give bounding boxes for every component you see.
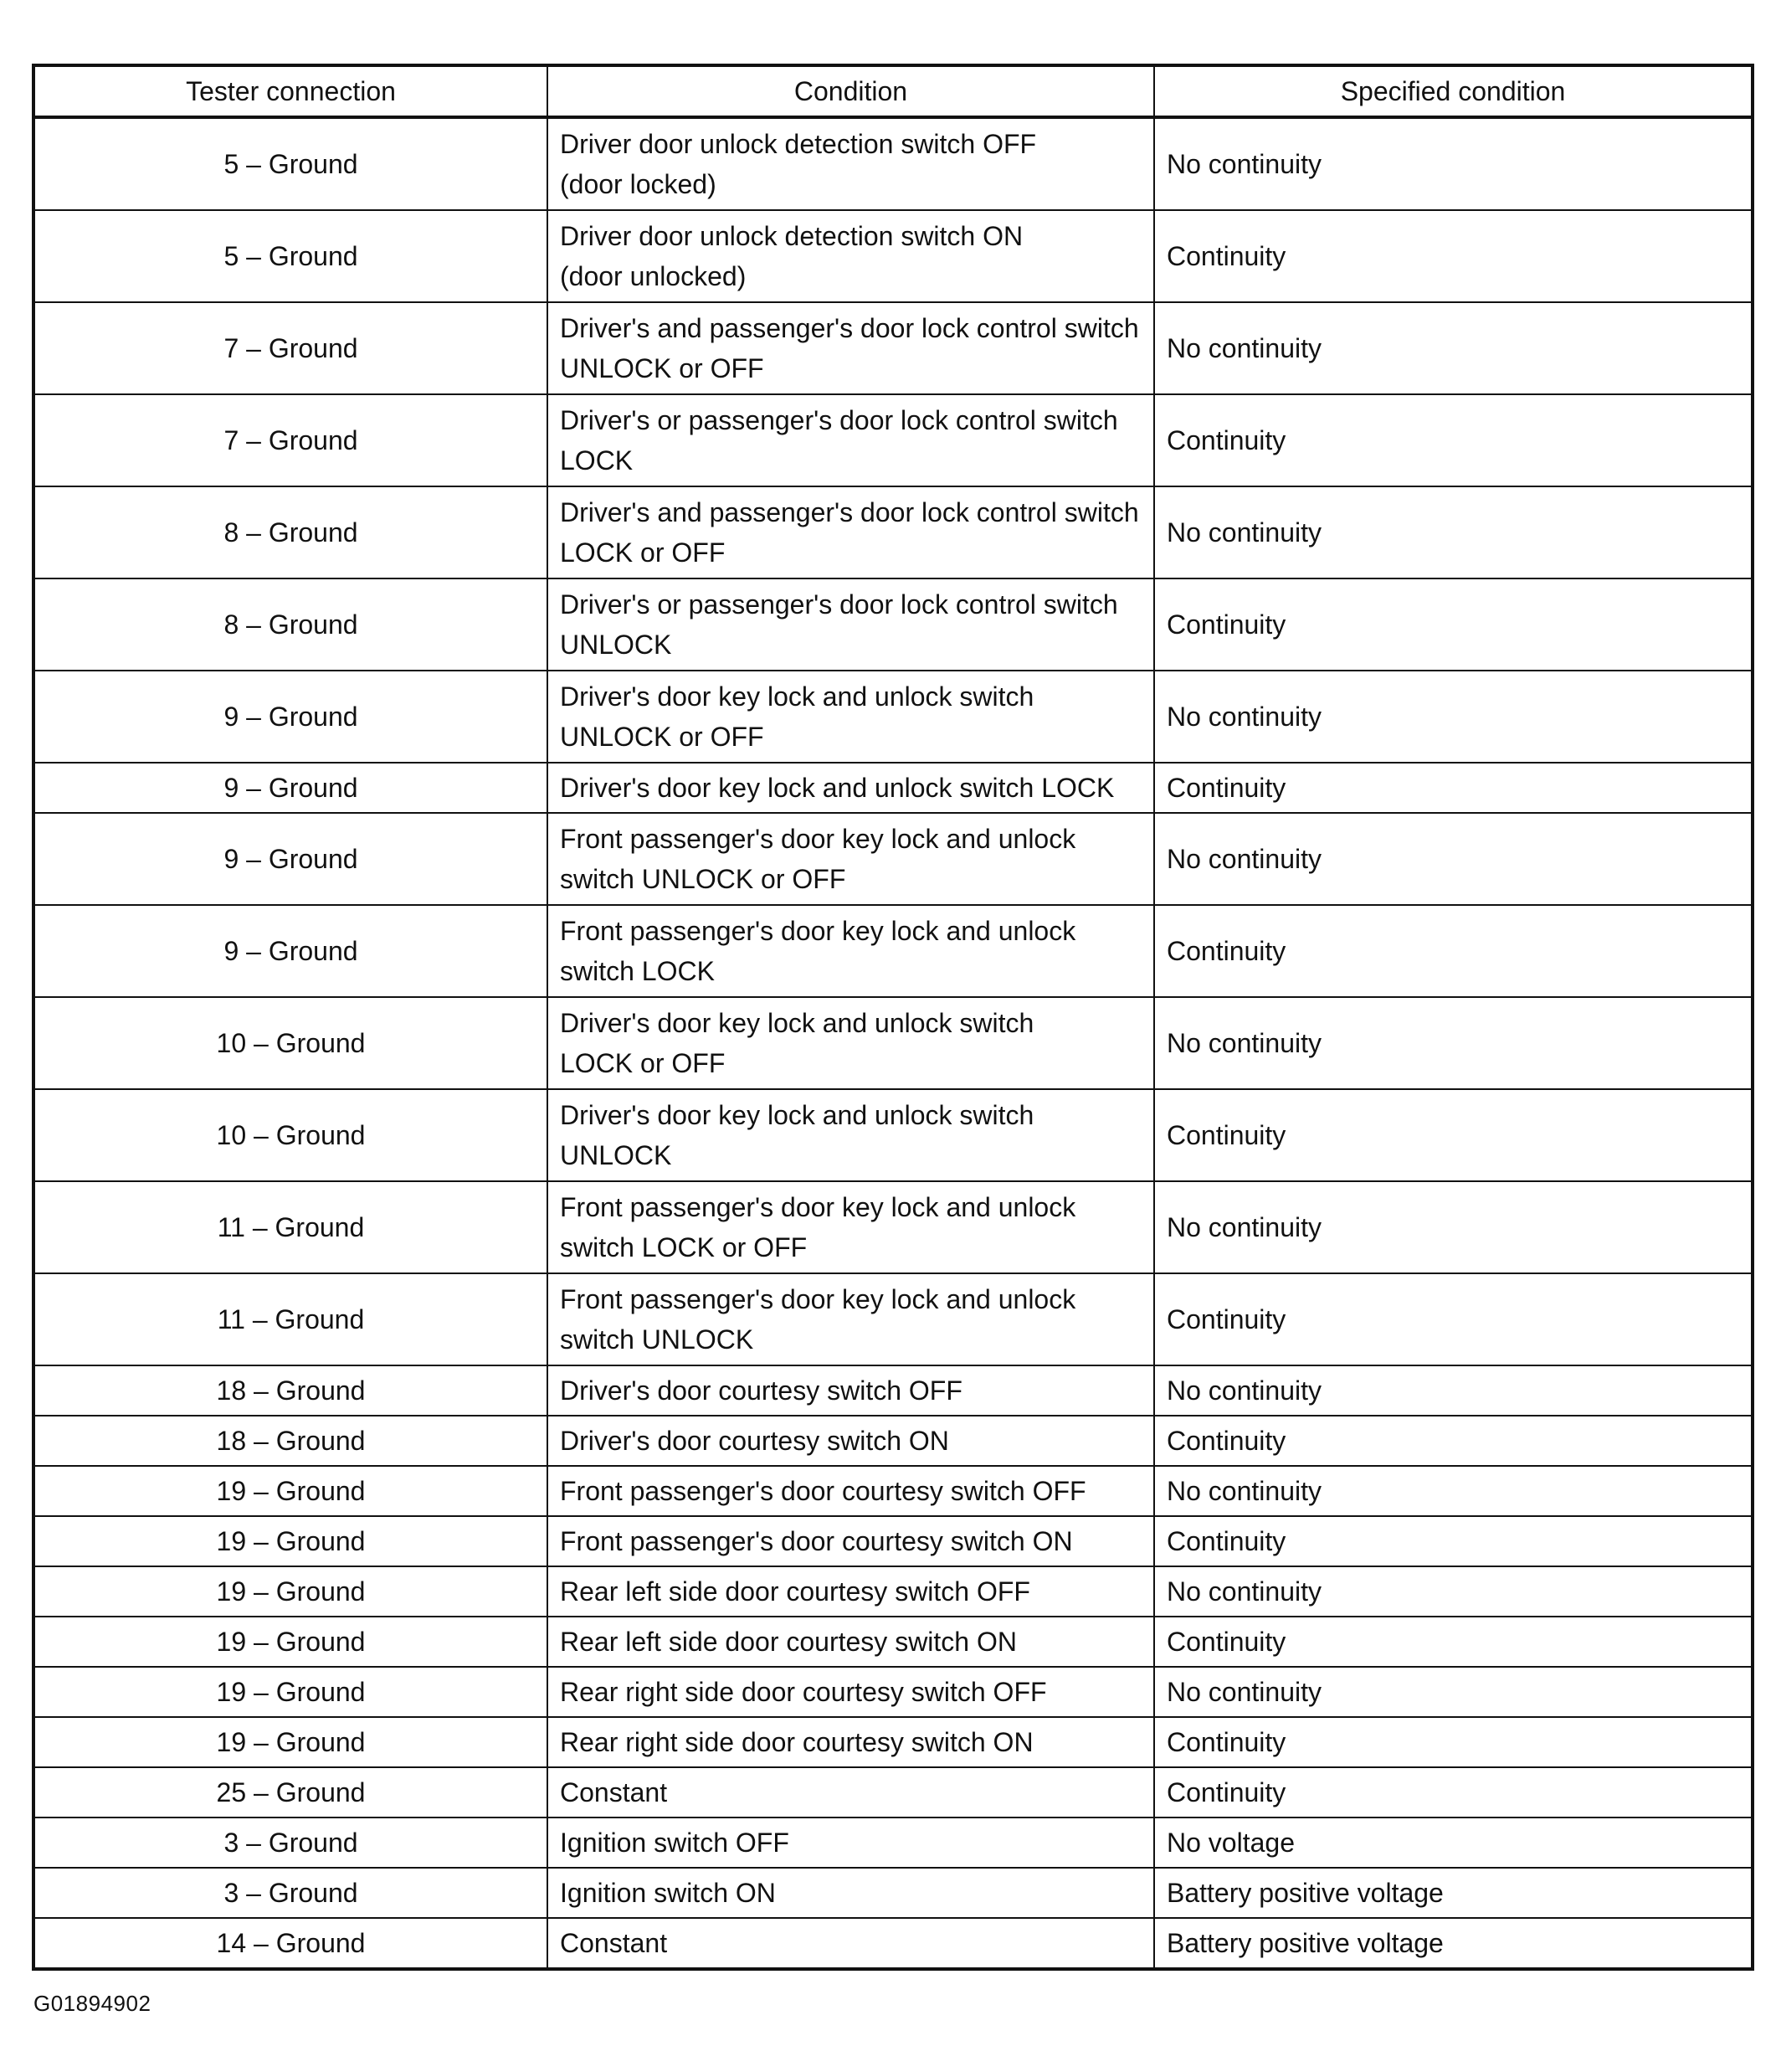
condition-cell: [547, 1717, 1154, 1767]
condition-line: Driver's or passenger's door lock control switch: [560, 589, 1118, 620]
table-header-row: [33, 65, 1753, 117]
tester-connection-cell: 7 – Ground: [33, 302, 547, 394]
tester-connection-cell: 9 – Ground: [33, 671, 547, 763]
specification-table: [32, 64, 1754, 1971]
specified-condition-cell: Continuity: [1154, 1416, 1753, 1466]
tester-connection-cell: 25 – Ground: [33, 1767, 547, 1817]
condition-line: Ignition switch ON: [560, 1878, 776, 1908]
condition-cell: [547, 302, 1154, 394]
table-row: [33, 117, 1753, 210]
table-row: [33, 302, 1753, 394]
tester-connection-cell: 19 – Ground: [33, 1717, 547, 1767]
condition-cell: [547, 997, 1154, 1089]
specified-condition-cell: No continuity: [1154, 486, 1753, 578]
condition-line: Constant: [560, 1777, 668, 1807]
table-header: [33, 65, 1753, 117]
condition-cell: [547, 1365, 1154, 1416]
header-condition: Condition: [547, 65, 1154, 117]
condition-cell: [547, 486, 1154, 578]
condition-line: Driver door unlock detection switch OFF: [560, 129, 1037, 159]
tester-connection-cell: 19 – Ground: [33, 1516, 547, 1566]
tester-connection-cell: 11 – Ground: [33, 1273, 547, 1365]
tester-connection-cell: 9 – Ground: [33, 763, 547, 813]
tester-connection-cell: 10 – Ground: [33, 1089, 547, 1181]
condition-line: Driver's or passenger's door lock control switch: [560, 405, 1118, 435]
table-row: [33, 1516, 1753, 1566]
table-row: [33, 671, 1753, 763]
specified-condition-cell: Battery positive voltage: [1154, 1918, 1753, 1969]
tester-connection-cell: 3 – Ground: [33, 1817, 547, 1868]
condition-line: Rear right side door courtesy switch ON: [560, 1727, 1034, 1757]
table-row: [33, 1365, 1753, 1416]
condition-line: Driver's door key lock and unlock switch: [560, 1100, 1034, 1130]
condition-line: Front passenger's door key lock and unlock: [560, 916, 1076, 946]
condition-line: Front passenger's door courtesy switch OFF: [560, 1476, 1086, 1506]
table-row: [33, 1667, 1753, 1717]
condition-cell: [547, 1089, 1154, 1181]
condition-cell: [547, 905, 1154, 997]
tester-connection-cell: 19 – Ground: [33, 1466, 547, 1516]
tester-connection-cell: 19 – Ground: [33, 1617, 547, 1667]
specified-condition-cell: Continuity: [1154, 1717, 1753, 1767]
tester-connection-cell: 7 – Ground: [33, 394, 547, 486]
tester-connection-cell: 19 – Ground: [33, 1566, 547, 1617]
condition-line: Driver door unlock detection switch ON: [560, 221, 1024, 251]
specified-condition-cell: Continuity: [1154, 1273, 1753, 1365]
condition-cell: [547, 1181, 1154, 1273]
table-row: [33, 1717, 1753, 1767]
tester-connection-cell: 5 – Ground: [33, 117, 547, 210]
condition-line: switch UNLOCK: [560, 1324, 754, 1355]
specified-condition-cell: Continuity: [1154, 763, 1753, 813]
condition-line: Front passenger's door courtesy switch ON: [560, 1526, 1073, 1556]
condition-line: Driver's door key lock and unlock switch LOCK: [560, 773, 1115, 803]
table-row: [33, 905, 1753, 997]
table-row: [33, 1089, 1753, 1181]
specified-condition-cell: Continuity: [1154, 394, 1753, 486]
condition-cell: [547, 1918, 1154, 1969]
table-row: [33, 1466, 1753, 1516]
condition-line: Rear left side door courtesy switch ON: [560, 1627, 1017, 1657]
table-row: [33, 997, 1753, 1089]
specified-condition-cell: No continuity: [1154, 1365, 1753, 1416]
table-row: [33, 1868, 1753, 1918]
condition-cell: [547, 394, 1154, 486]
tester-connection-cell: 8 – Ground: [33, 486, 547, 578]
table-row: [33, 1416, 1753, 1466]
condition-line: switch LOCK: [560, 956, 715, 986]
header-tester-connection: Tester connection: [33, 65, 547, 117]
tester-connection-cell: 14 – Ground: [33, 1918, 547, 1969]
table-row: [33, 1918, 1753, 1969]
condition-line: Driver's door key lock and unlock switch: [560, 681, 1034, 712]
specified-condition-cell: No continuity: [1154, 1566, 1753, 1617]
condition-line: Driver's and passenger's door lock control switch: [560, 313, 1139, 343]
condition-line: LOCK: [560, 445, 634, 476]
specified-condition-cell: Continuity: [1154, 1617, 1753, 1667]
condition-line: (door unlocked): [560, 261, 747, 291]
specified-condition-cell: Continuity: [1154, 905, 1753, 997]
tester-connection-cell: 18 – Ground: [33, 1416, 547, 1466]
condition-cell: [547, 210, 1154, 302]
condition-line: UNLOCK: [560, 1140, 672, 1170]
specified-condition-cell: Battery positive voltage: [1154, 1868, 1753, 1918]
figure-id: G01894902: [33, 1991, 151, 2016]
table-row: [33, 1566, 1753, 1617]
table-row: [33, 763, 1753, 813]
condition-line: LOCK or OFF: [560, 537, 726, 568]
table-row: [33, 813, 1753, 905]
condition-line: LOCK or OFF: [560, 1048, 726, 1078]
specified-condition-cell: No continuity: [1154, 1667, 1753, 1717]
header-specified-condition: Specified condition: [1154, 65, 1753, 117]
condition-cell: [547, 1767, 1154, 1817]
condition-line: Driver's door courtesy switch ON: [560, 1426, 949, 1456]
condition-cell: [547, 1868, 1154, 1918]
table-row: [33, 394, 1753, 486]
table-row: [33, 1617, 1753, 1667]
table-row: [33, 1181, 1753, 1273]
condition-cell: [547, 1566, 1154, 1617]
tester-connection-cell: 19 – Ground: [33, 1667, 547, 1717]
condition-line: Front passenger's door key lock and unlock: [560, 1284, 1076, 1314]
tester-connection-cell: 9 – Ground: [33, 905, 547, 997]
tester-connection-cell: 11 – Ground: [33, 1181, 547, 1273]
condition-line: Ignition switch OFF: [560, 1828, 789, 1858]
condition-line: Front passenger's door key lock and unlock: [560, 1192, 1076, 1222]
table-row: [33, 1273, 1753, 1365]
condition-cell: [547, 1617, 1154, 1667]
condition-cell: [547, 1273, 1154, 1365]
condition-line: Driver's and passenger's door lock control switch: [560, 497, 1139, 527]
condition-line: Constant: [560, 1928, 668, 1958]
condition-cell: [547, 1466, 1154, 1516]
condition-cell: [547, 671, 1154, 763]
tester-connection-cell: 3 – Ground: [33, 1868, 547, 1918]
table-row: [33, 486, 1753, 578]
tester-connection-cell: 18 – Ground: [33, 1365, 547, 1416]
condition-line: Driver's door courtesy switch OFF: [560, 1375, 962, 1406]
condition-line: (door locked): [560, 169, 716, 199]
specified-condition-cell: No voltage: [1154, 1817, 1753, 1868]
table-row: [33, 1767, 1753, 1817]
condition-line: Front passenger's door key lock and unlock: [560, 824, 1076, 854]
table-row: [33, 210, 1753, 302]
condition-cell: [547, 1416, 1154, 1466]
tester-connection-cell: 8 – Ground: [33, 578, 547, 671]
tester-connection-cell: 10 – Ground: [33, 997, 547, 1089]
table-body: [33, 117, 1753, 1969]
condition-line: Driver's door key lock and unlock switch: [560, 1008, 1034, 1038]
specified-condition-cell: No continuity: [1154, 997, 1753, 1089]
specified-condition-cell: No continuity: [1154, 1466, 1753, 1516]
condition-cell: [547, 1667, 1154, 1717]
condition-line: UNLOCK or OFF: [560, 353, 764, 383]
specified-condition-cell: Continuity: [1154, 210, 1753, 302]
condition-line: UNLOCK or OFF: [560, 722, 764, 752]
table-row: [33, 578, 1753, 671]
specified-condition-cell: No continuity: [1154, 813, 1753, 905]
tester-connection-cell: 5 – Ground: [33, 210, 547, 302]
specified-condition-cell: No continuity: [1154, 117, 1753, 210]
condition-line: switch UNLOCK or OFF: [560, 864, 846, 894]
condition-cell: [547, 1817, 1154, 1868]
condition-line: switch LOCK or OFF: [560, 1232, 808, 1262]
specified-condition-cell: Continuity: [1154, 578, 1753, 671]
condition-cell: [547, 763, 1154, 813]
condition-cell: [547, 117, 1154, 210]
condition-cell: [547, 578, 1154, 671]
specified-condition-cell: Continuity: [1154, 1089, 1753, 1181]
condition-cell: [547, 813, 1154, 905]
tester-connection-cell: 9 – Ground: [33, 813, 547, 905]
table-row: [33, 1817, 1753, 1868]
specified-condition-cell: No continuity: [1154, 671, 1753, 763]
specified-condition-cell: No continuity: [1154, 1181, 1753, 1273]
condition-cell: [547, 1516, 1154, 1566]
condition-line: UNLOCK: [560, 630, 672, 660]
specified-condition-cell: Continuity: [1154, 1767, 1753, 1817]
condition-line: Rear left side door courtesy switch OFF: [560, 1576, 1030, 1607]
specified-condition-cell: No continuity: [1154, 302, 1753, 394]
specified-condition-cell: Continuity: [1154, 1516, 1753, 1566]
condition-line: Rear right side door courtesy switch OFF: [560, 1677, 1047, 1707]
